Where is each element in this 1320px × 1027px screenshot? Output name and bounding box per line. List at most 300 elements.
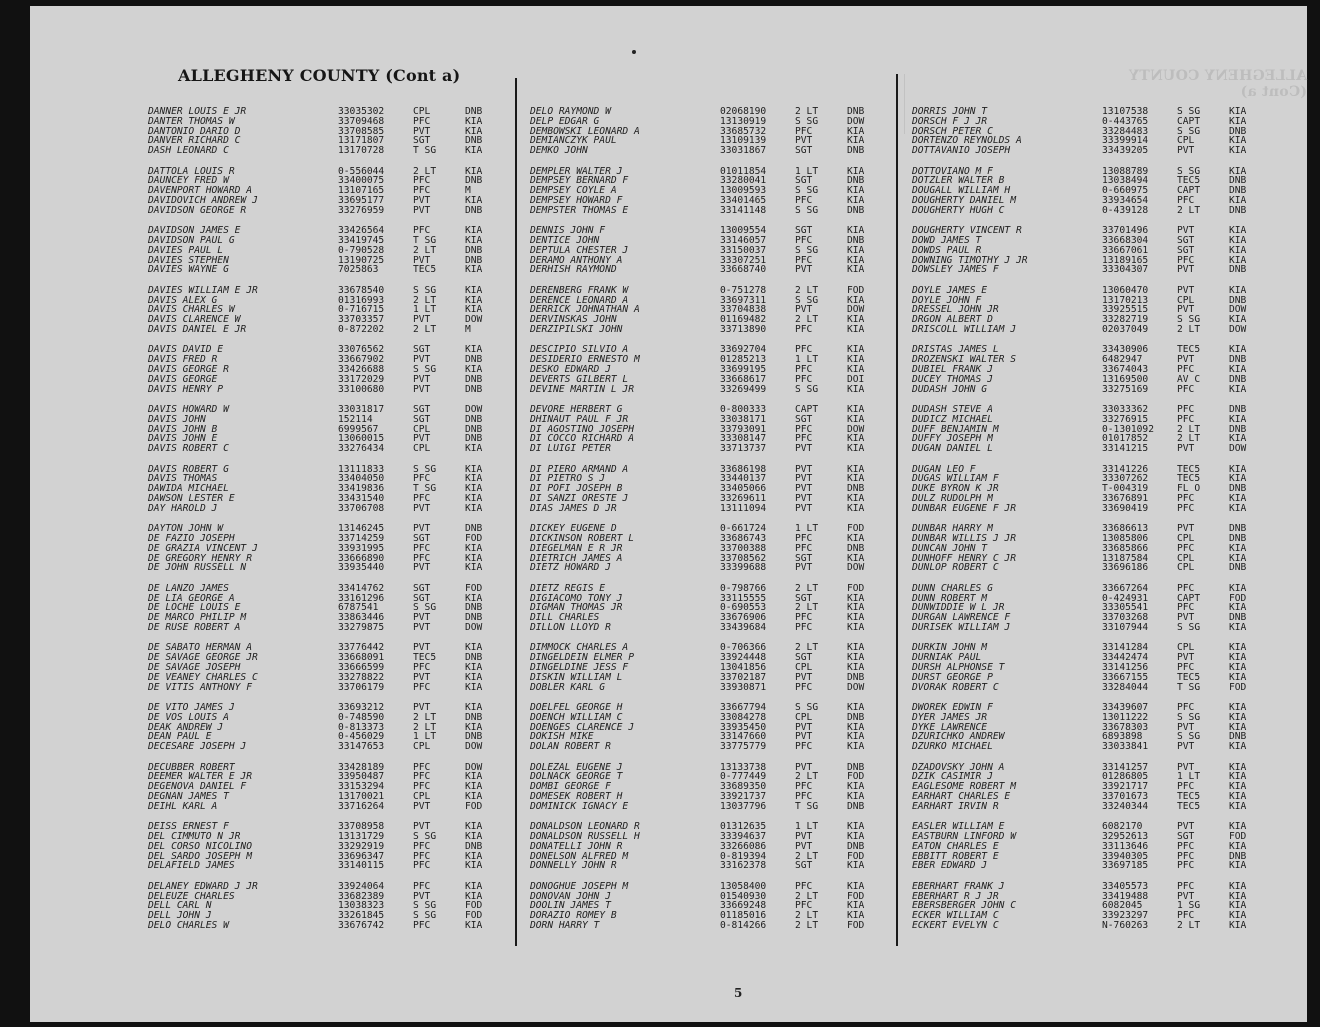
entry-name: DAVIDSON PAUL G [148, 234, 235, 246]
entry-serial-number: 13171807 [338, 135, 385, 147]
entry-rank: PVT [795, 731, 813, 743]
entry-name: DUDICZ MICHAEL [912, 413, 993, 425]
entry-rank: PFC [1177, 661, 1195, 673]
entry-name: DOUGHERTY DANIEL M [912, 194, 1016, 206]
entry-rank: TEC5 [413, 652, 437, 664]
entry-name: DAVIS JOHN E [148, 433, 218, 445]
entry-status: DNB [465, 413, 483, 425]
entry-status: KIA [465, 264, 483, 276]
entry-status: KIA [1229, 582, 1247, 594]
entry-status: KIA [847, 592, 865, 604]
entry-rank: S SG [413, 463, 437, 475]
roster-entry [148, 146, 503, 156]
entry-rank: S SG [413, 284, 437, 296]
entry-rank: T SG [795, 800, 819, 812]
roster-entry [530, 921, 885, 931]
entry-rank: PFC [1177, 910, 1195, 922]
roster-entry [912, 444, 1267, 454]
entry-name: DOTTAVANIO JOSEPH [912, 145, 1011, 157]
entry-status: DOW [465, 741, 483, 753]
entry-serial-number: 0-751278 [720, 284, 767, 296]
entry-serial-number: 33685866 [1102, 542, 1149, 554]
entry-name: DILL CHARLES [530, 612, 600, 624]
roster-entry [912, 146, 1267, 156]
entry-serial-number: 33276434 [338, 443, 385, 455]
entry-serial-number: 33696347 [338, 850, 385, 862]
entry-rank: S SG [413, 900, 437, 912]
entry-status: DNB [1229, 523, 1247, 535]
entry-serial-number: 33667794 [720, 701, 767, 713]
entry-name: DUFFY JOSEPH M [912, 433, 993, 445]
entry-serial-number: 33696186 [1102, 562, 1149, 574]
entry-name: DELO RAYMOND W [530, 106, 611, 117]
entry-name: DUNWIDDIE W L JR [912, 602, 1005, 614]
entry-serial-number: 0-424931 [1102, 592, 1149, 604]
entry-rank: PFC [413, 661, 431, 673]
bleed-through-title: ALLEGHENY COUNTY (Cont a) [1128, 68, 1307, 100]
entry-name: DANTONIO DARIO D [148, 125, 241, 137]
entry-serial-number: 33115555 [720, 592, 767, 604]
entry-group [148, 524, 503, 584]
entry-serial-number: 33162378 [720, 860, 767, 872]
entry-name: DOELFEL GEORGE H [530, 701, 623, 713]
entry-status: KIA [847, 344, 865, 356]
entry-status: DNB [465, 244, 483, 256]
entry-serial-number: 33921737 [720, 790, 767, 802]
entry-name: DIMMOCK CHARLES A [530, 642, 629, 654]
entry-serial-number: 33405066 [720, 483, 767, 495]
entry-rank: 2 LT [795, 582, 819, 594]
entry-status: KIA [847, 363, 865, 375]
entry-status: DOW [847, 304, 865, 316]
entry-rank: CPL [1177, 562, 1195, 574]
entry-status: DOW [465, 314, 483, 326]
entry-rank: PFC [1177, 602, 1195, 614]
entry-name: DONELSON ALFRED M [530, 850, 629, 862]
entry-rank: TEC5 [1177, 671, 1201, 683]
entry-serial-number: 13060470 [1102, 284, 1149, 296]
entry-rank: PVT [795, 463, 813, 475]
entry-group [148, 107, 503, 167]
entry-group [912, 345, 1267, 405]
entry-rank: PVT [1177, 145, 1195, 157]
entry-status: KIA [847, 652, 865, 664]
entry-rank: 1 LT [795, 821, 819, 833]
entry-serial-number: 13009593 [720, 185, 767, 197]
entry-status: KIA [465, 483, 483, 495]
entry-serial-number: 13088789 [1102, 165, 1149, 177]
entry-serial-number: 0-800333 [720, 403, 767, 415]
entry-serial-number: 33426564 [338, 225, 385, 237]
entry-status: KIA [1229, 463, 1247, 475]
entry-rank: TEC5 [1177, 175, 1201, 187]
entry-serial-number: 33702187 [720, 671, 767, 683]
entry-name: DURGAN LAWRENCE F [912, 612, 1011, 624]
entry-rank: S SG [1177, 314, 1201, 326]
entry-serial-number: 01312635 [720, 821, 767, 833]
entry-serial-number: 33667902 [338, 354, 385, 366]
entry-status: FOD [847, 284, 865, 296]
entry-serial-number: 33674043 [1102, 363, 1149, 375]
entry-name: DOMINICK IGNACY E [530, 800, 629, 812]
entry-status: DNB [1229, 423, 1247, 435]
entry-serial-number: 0-1301092 [1102, 423, 1154, 435]
entry-serial-number: 6482947 [1102, 354, 1143, 366]
entry-rank: S SG [795, 204, 819, 216]
entry-status: M [465, 323, 471, 335]
entry-name: DONALDSON RUSSELL H [530, 830, 640, 842]
entry-serial-number: 33697185 [1102, 860, 1149, 872]
entry-status: KIA [465, 463, 483, 475]
entry-serial-number: 02037049 [1102, 323, 1149, 335]
entry-serial-number: 33935450 [720, 721, 767, 733]
entry-rank: PVT [795, 761, 813, 773]
entry-status: KIA [465, 781, 483, 793]
entry-status: FOD [465, 910, 483, 922]
entry-rank: PFC [413, 880, 431, 892]
entry-serial-number: 33031817 [338, 403, 385, 415]
entry-status: KIA [1229, 106, 1247, 117]
entry-name: DEISS ERNEST F [148, 821, 229, 833]
entry-rank: S SG [1177, 711, 1201, 723]
entry-status: KIA [1229, 602, 1247, 614]
entry-name: DONOVAN JOHN J [530, 890, 611, 902]
entry-rank: 2 LT [795, 314, 819, 326]
entry-rank: SGT [413, 344, 431, 356]
column-2 [530, 107, 885, 941]
entry-status: KIA [1229, 790, 1247, 802]
entry-status: KIA [847, 225, 865, 237]
entry-status: FOD [465, 800, 483, 812]
page-title: ALLEGHENY COUNTY (Cont a) [178, 66, 461, 85]
entry-name: DIGIACOMO TONY J [530, 592, 623, 604]
entry-rank: TEC5 [1177, 344, 1201, 356]
entry-name: DAVIDSON JAMES E [148, 225, 241, 237]
entry-serial-number: 33400075 [338, 175, 385, 187]
entry-serial-number: 33793091 [720, 423, 767, 435]
entry-status: KIA [847, 701, 865, 713]
entry-serial-number: 33399688 [720, 562, 767, 574]
entry-status: DNB [847, 542, 865, 554]
entry-serial-number: 33440137 [720, 473, 767, 485]
entry-name: DEL CIMMUTO N JR [148, 830, 241, 842]
entry-status: KIA [465, 771, 483, 783]
entry-status: FOD [847, 919, 865, 931]
entry-serial-number: 01316993 [338, 294, 385, 306]
entry-rank: 2 LT [795, 771, 819, 783]
entry-rank: PVT [795, 443, 813, 455]
entry-name: DAWIDA MICHAEL [148, 483, 229, 495]
entry-name: ECKERT EVELYN C [912, 919, 999, 931]
entry-name: DIAS JAMES D JR [530, 502, 617, 514]
entry-serial-number: 33141226 [1102, 463, 1149, 475]
entry-status: FOD [1229, 830, 1247, 842]
entry-status: DOI [847, 373, 865, 385]
entry-serial-number: 33113646 [1102, 840, 1149, 852]
entry-status: KIA [1229, 890, 1247, 902]
entry-name: DAY HAROLD J [148, 502, 218, 514]
roster-entry [530, 504, 885, 514]
entry-status: KIA [465, 880, 483, 892]
entry-rank: 2 LT [1177, 323, 1201, 335]
entry-rank: SGT [1177, 234, 1195, 246]
entry-name: DANVER RICHARD C [148, 135, 241, 147]
roster-entry [148, 265, 503, 275]
entry-rank: PVT [413, 821, 431, 833]
entry-status: KIA [1229, 344, 1247, 356]
entry-serial-number: 33940305 [1102, 850, 1149, 862]
entry-name: DZIK CASIMIR J [912, 771, 993, 783]
roster-entry [530, 146, 885, 156]
roster-entry [530, 385, 885, 395]
entry-serial-number: 33708585 [338, 125, 385, 137]
entry-name: DERENBERG FRANK W [530, 284, 629, 296]
entry-group [148, 882, 503, 942]
entry-status: DOW [847, 115, 865, 127]
entry-name: DAVIS ROBERT G [148, 463, 229, 475]
entry-rank: S SG [413, 602, 437, 614]
roster-entry [530, 683, 885, 693]
entry-group [530, 345, 885, 405]
entry-rank: 2 LT [795, 850, 819, 862]
entry-serial-number: 6999567 [338, 423, 379, 435]
entry-status: KIA [465, 125, 483, 137]
entry-status: KIA [465, 473, 483, 485]
roster-entry [912, 802, 1267, 812]
entry-serial-number: 33431540 [338, 492, 385, 504]
entry-status: KIA [847, 602, 865, 614]
entry-group [148, 822, 503, 882]
entry-name: DUGAN LEO F [912, 463, 976, 475]
entry-status: KIA [847, 830, 865, 842]
entry-serial-number: 33668091 [338, 652, 385, 664]
entry-rank: PVT [413, 621, 431, 633]
entry-status: KIA [1229, 115, 1247, 127]
entry-name: DOTTOVIANO M F [912, 165, 993, 177]
entry-rank: PFC [413, 185, 431, 197]
entry-rank: S SG [1177, 621, 1201, 633]
entry-serial-number: 33419745 [338, 234, 385, 246]
entry-status: FOD [1229, 681, 1247, 693]
entry-serial-number: 33439607 [1102, 701, 1149, 713]
entry-name: DAVIS FRED R [148, 354, 218, 366]
entry-serial-number: 33304307 [1102, 264, 1149, 276]
entry-name: DE SAVAGE GEORGE JR [148, 652, 258, 664]
entry-name: DERZIPILSKI JOHN [530, 323, 623, 335]
entry-group [148, 703, 503, 763]
entry-group [530, 167, 885, 227]
entry-serial-number: 33308147 [720, 433, 767, 445]
entry-status: DNB [1229, 850, 1247, 862]
column-divider-2 [896, 74, 898, 946]
entry-rank: PVT [413, 433, 431, 445]
entry-status: DNB [847, 671, 865, 683]
roster-entry [912, 265, 1267, 275]
entry-serial-number: 13131729 [338, 830, 385, 842]
entry-name: DECESARE JOSEPH J [148, 741, 247, 753]
entry-rank: 2 LT [413, 711, 437, 723]
entry-name: DE GRAZIA VINCENT J [148, 542, 258, 554]
entry-name: DE VITO JAMES J [148, 701, 235, 713]
entry-rank: 2 LT [1177, 433, 1201, 445]
entry-rank: PVT [1177, 652, 1195, 664]
entry-rank: CPL [1177, 294, 1195, 306]
entry-serial-number: 13038494 [1102, 175, 1149, 187]
entry-rank: 1 LT [795, 523, 819, 535]
entry-serial-number: 13085806 [1102, 532, 1149, 544]
entry-status: KIA [465, 830, 483, 842]
entry-name: DAVIES WILLIAM E JR [148, 284, 258, 296]
entry-status: DNB [1229, 175, 1247, 187]
entry-rank: PFC [795, 323, 813, 335]
roster-entry [912, 504, 1267, 514]
entry-status: KIA [847, 860, 865, 872]
entry-serial-number: 7025863 [338, 264, 379, 276]
entry-rank: S SG [1177, 106, 1201, 117]
entry-rank: PFC [1177, 413, 1195, 425]
entry-status: DNB [1229, 294, 1247, 306]
entry-rank: PVT [795, 840, 813, 852]
entry-name: DEMPLER WALTER J [530, 165, 623, 177]
entry-status: DNB [465, 652, 483, 664]
entry-status: KIA [847, 621, 865, 633]
entry-name: DEVINE MARTIN L JR [530, 383, 634, 395]
entry-name: DINGELDEIN ELMER P [530, 652, 634, 664]
entry-name: EASLER WILLIAM E [912, 821, 1005, 833]
entry-name: DAYTON JOHN W [148, 523, 224, 535]
entry-name: DRISCOLL WILLIAM J [912, 323, 1016, 335]
entry-serial-number: 33107944 [1102, 621, 1149, 633]
entry-name: DURNIAK PAUL [912, 652, 982, 664]
entry-name: DAVIDSON GEORGE R [148, 204, 247, 216]
roster-entry [530, 325, 885, 335]
entry-name: DAWSON LESTER E [148, 492, 235, 504]
entry-status: DNB [465, 731, 483, 743]
entry-group [530, 643, 885, 703]
entry-rank: PVT [1177, 612, 1195, 624]
entry-name: EATON CHARLES E [912, 840, 999, 852]
entry-status: KIA [465, 661, 483, 673]
roster-entry [912, 206, 1267, 216]
entry-status: KIA [847, 731, 865, 743]
entry-serial-number: 33292919 [338, 840, 385, 852]
entry-name: DECUBBER ROBERT [148, 761, 235, 773]
entry-name: DAVENPORT HOWARD A [148, 185, 252, 197]
entry-status: DNB [465, 523, 483, 535]
entry-group [148, 345, 503, 405]
entry-status: DNB [465, 254, 483, 266]
entry-name: DEMPSEY HOWARD F [530, 194, 623, 206]
entry-rank: PVT [795, 304, 813, 316]
entry-serial-number: 33394637 [720, 830, 767, 842]
entry-rank: CAPT [1177, 592, 1201, 604]
entry-name: DAVIS HOWARD W [148, 403, 229, 415]
page-number: 5 [734, 986, 743, 1000]
entry-rank: 1 LT [1177, 771, 1201, 783]
entry-rank: PVT [413, 373, 431, 385]
entry-serial-number: 0-660975 [1102, 185, 1149, 197]
entry-name: DINGELDINE JESS F [530, 661, 629, 673]
roster-entry [912, 861, 1267, 871]
entry-serial-number: 33033841 [1102, 741, 1149, 753]
entry-group [530, 286, 885, 346]
entry-status: DOW [1229, 323, 1247, 335]
entry-serial-number: 33284483 [1102, 125, 1149, 137]
entry-name: DURISEK WILLIAM J [912, 621, 1011, 633]
entry-name: DORAZIO ROMEY B [530, 910, 617, 922]
entry-group [530, 465, 885, 525]
entry-rank: CAPT [795, 403, 819, 415]
roster-entry [148, 623, 503, 633]
entry-serial-number: 33668304 [1102, 234, 1149, 246]
entry-name: DOMBI GEORGE F [530, 781, 611, 793]
entry-serial-number: 33279875 [338, 621, 385, 633]
entry-rank: PVT [413, 502, 431, 514]
roster-entry [148, 385, 503, 395]
entry-status: M [465, 185, 471, 197]
entry-name: DAVIS CLARENCE W [148, 314, 241, 326]
entry-rank: PFC [413, 850, 431, 862]
entry-rank: CPL [795, 711, 813, 723]
entry-group [912, 643, 1267, 703]
entry-name: DUNCAN JOHN T [912, 542, 988, 554]
entry-rank: 2 LT [413, 294, 437, 306]
entry-group [148, 465, 503, 525]
entry-name: DEGENOVA DANIEL F [148, 781, 247, 793]
entry-name: DEVORE HERBERT G [530, 403, 623, 415]
entry-status: DNB [465, 175, 483, 187]
entry-status: KIA [1229, 135, 1247, 147]
entry-status: KIA [465, 642, 483, 654]
entry-status: FOD [847, 850, 865, 862]
entry-rank: TEC5 [1177, 473, 1201, 485]
entry-serial-number: 33930871 [720, 681, 767, 693]
entry-rank: PFC [413, 761, 431, 773]
entry-name: EBBITT ROBERT E [912, 850, 999, 862]
entry-rank: PFC [413, 175, 431, 187]
entry-serial-number: 02068190 [720, 106, 767, 117]
entry-serial-number: 33686613 [1102, 523, 1149, 535]
entry-rank: PFC [413, 840, 431, 852]
entry-status: KIA [1229, 919, 1247, 931]
entry-rank: S SG [795, 244, 819, 256]
entry-name: DAVIS ROBERT C [148, 443, 229, 455]
roster-entry [912, 623, 1267, 633]
entry-name: DEMPSEY COYLE A [530, 185, 617, 197]
entry-serial-number: 33693212 [338, 701, 385, 713]
entry-rank: PVT [413, 125, 431, 137]
entry-status: KIA [1229, 145, 1247, 157]
entry-name: ECKER WILLIAM C [912, 910, 999, 922]
entry-rank: CAPT [1177, 185, 1201, 197]
entry-serial-number: 0-661724 [720, 523, 767, 535]
entry-name: DOYLE JOHN F [912, 294, 982, 306]
entry-serial-number: 33307251 [720, 254, 767, 266]
entry-group [912, 703, 1267, 763]
entry-name: DOENCH WILLIAM C [530, 711, 623, 723]
entry-status: DNB [1229, 403, 1247, 415]
entry-rank: PFC [1177, 502, 1195, 514]
entry-rank: PVT [795, 721, 813, 733]
entry-serial-number: 33686743 [720, 532, 767, 544]
entry-rank: PFC [1177, 840, 1195, 852]
entry-name: DRGON ALBERT D [912, 314, 993, 326]
entry-group [912, 226, 1267, 286]
entry-serial-number: 33172029 [338, 373, 385, 385]
entry-serial-number: 0-798766 [720, 582, 767, 594]
entry-serial-number: 33666890 [338, 552, 385, 564]
entry-status: DOW [847, 562, 865, 574]
